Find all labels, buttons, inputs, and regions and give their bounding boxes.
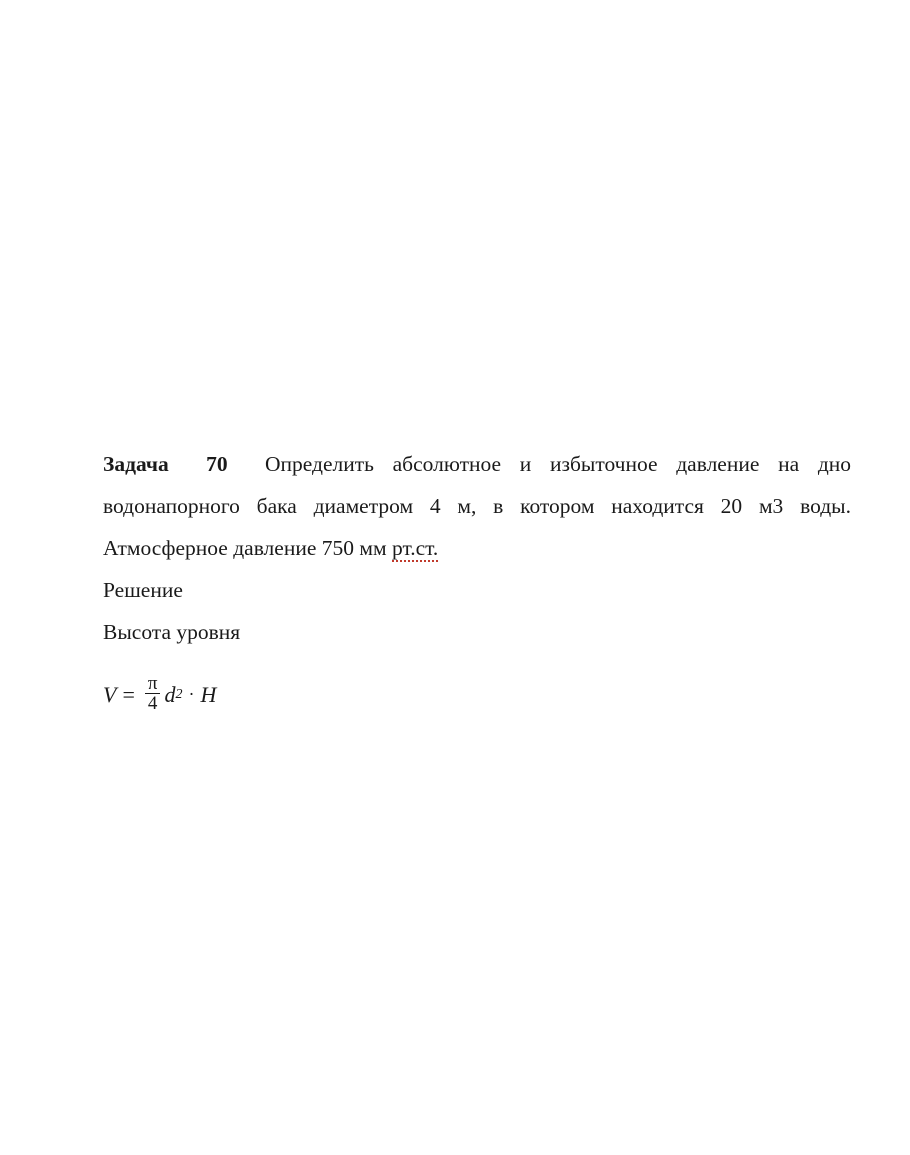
fraction-denominator: 4	[145, 693, 161, 714]
formula-rhs-H: H	[200, 682, 217, 707]
formula-fraction	[145, 672, 161, 714]
problem-label: Задача	[103, 452, 169, 476]
fraction-numerator: π	[147, 672, 158, 694]
document-content	[103, 443, 851, 719]
subheading-text: Высота уровня	[103, 620, 241, 644]
misspelled-word: рт.ст.	[391, 536, 439, 560]
formula-lhs: V	[103, 682, 117, 707]
problem-statement-text: Определить абсолютное и избыточное давление на дно водонапорного бака диаметром 4 м, в котором находится 20 м3 воды. Атмосферное давление 750 мм	[103, 452, 852, 560]
formula-volume	[103, 671, 851, 719]
formula-variable-d: d	[164, 682, 176, 707]
problem-statement-paragraph	[103, 443, 851, 569]
formula-exponent: 2	[175, 687, 183, 702]
subheading-line	[103, 611, 851, 653]
solution-heading	[103, 569, 851, 611]
solution-heading-text: Решение	[103, 578, 183, 602]
problem-number: 70	[206, 452, 228, 476]
formula-equals: =	[122, 682, 135, 707]
formula-operator: ·	[188, 683, 195, 704]
